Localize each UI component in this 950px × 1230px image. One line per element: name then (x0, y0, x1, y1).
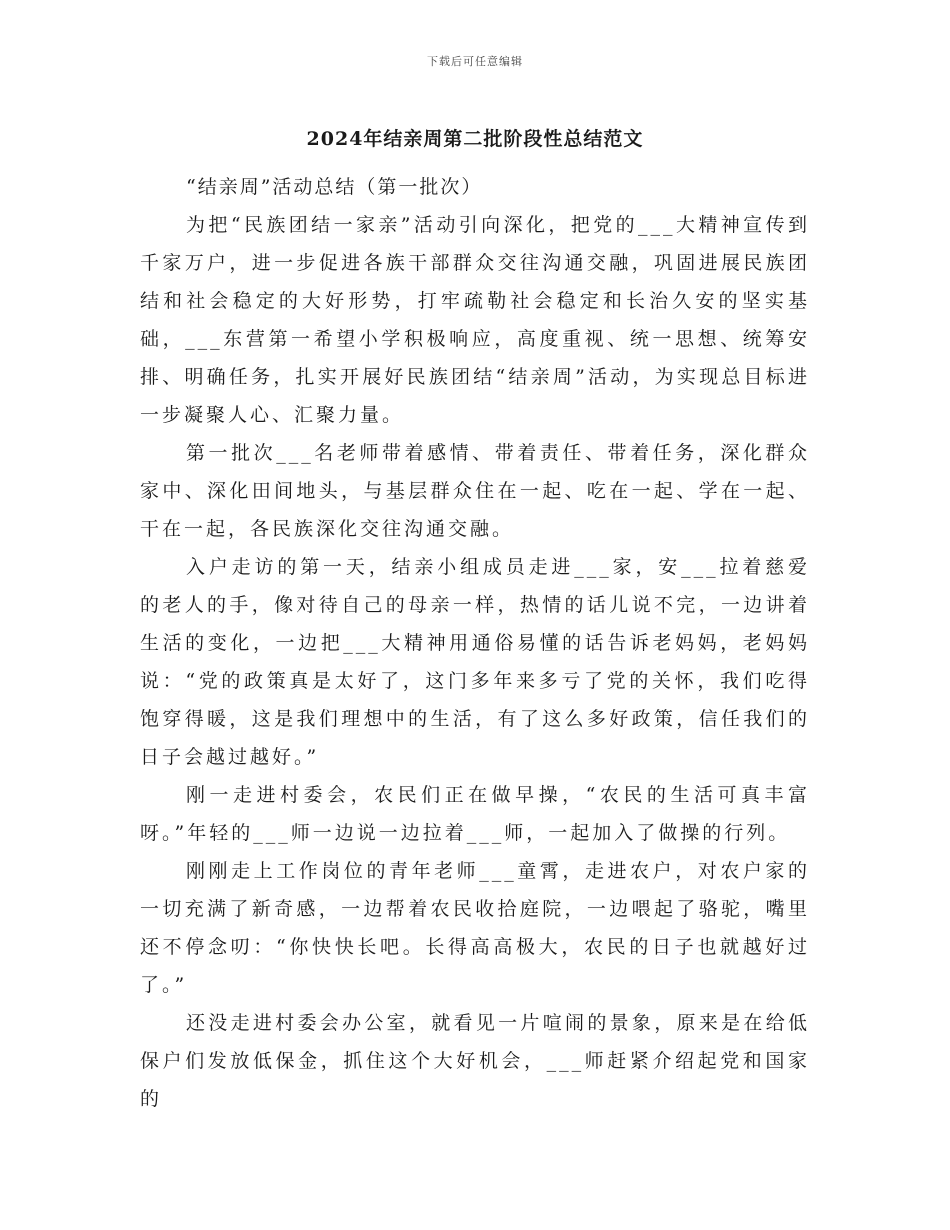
body-paragraph: 刚刚走上工作岗位的青年老师___童霄，走进农户，对农户家的一切充满了新奇感，一边帮着农民收拾庭院，一边喂起了骆驼，嘴里还不停念叨：“你快快长吧。长得高高极大，农民的日子也就越好过了。” (140, 860, 810, 996)
document-title: 2024年结亲周第二批阶段性总结范文 (306, 128, 644, 150)
body-paragraph: 第一批次___名老师带着感情、带着责任、带着任务，深化群众家中、深化田间地头，与基层群众住在一起、吃在一起、学在一起、干在一起，各民族深化交往沟通交融。 (140, 442, 810, 540)
header-note: 下载后可任意编辑 (427, 55, 523, 68)
body-paragraph: 入户走访的第一天，结亲小组成员走进___家，安___拉着慈爱的老人的手，像对待自己的母亲一样，热情的话儿说不完，一边讲着生活的变化，一边把___大精神用通俗易懂的话告诉老妈妈，老妈妈说：“党的政策真是太好了，这门多年来多亏了党的关怀，我们吃得饱穿得暖，这是我们理想中的生活，有了这么多好政策，信任我们的日子会越过越好。” (140, 556, 810, 768)
document-body (140, 168, 810, 1118)
section-subheading: “结亲周”活动总结（第一批次） (186, 176, 483, 198)
body-paragraph: 还没走进村委会办公室，就看见一片喧闹的景象，原来是在给低保户们发放低保金，抓住这个大好机会，___师赶紧介绍起党和国家的 (140, 1012, 810, 1110)
body-paragraph: 刚一走进村委会，农民们正在做早操，“农民的生活可真丰富呀。”年轻的___师一边说一边拉着___师，一起加入了做操的行列。 (140, 784, 810, 844)
body-paragraph: 为把“民族团结一家亲”活动引向深化，把党的___大精神宣传到千家万户，进一步促进各族干部群众交往沟通交融，巩固进展民族团结和社会稳定的大好形势，打牢疏勒社会稳定和长治久安的坚实基础，___东营第一希望小学积极响应，高度重视、统一思想、统筹安排、明确任务，扎实开展好民族团结“结亲周”活动，为实现总目标进一步凝聚人心、汇聚力量。 (140, 214, 810, 426)
